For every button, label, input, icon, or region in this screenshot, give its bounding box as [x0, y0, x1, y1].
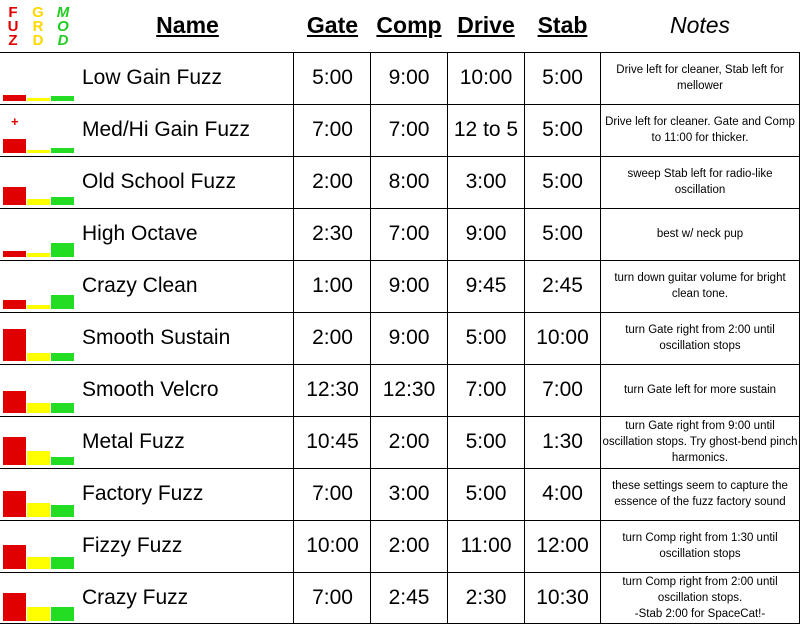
gate-setting: 2:30 — [312, 222, 353, 245]
comp-setting: 9:00 — [388, 326, 430, 349]
legend-letter: G — [32, 4, 44, 21]
meter-bar-mod — [51, 557, 74, 569]
meter-bar-fuz — [3, 391, 26, 413]
drive-setting: 3:00 — [465, 170, 507, 193]
meter-bar-grd — [27, 150, 50, 153]
meter-bar-grd — [27, 403, 50, 413]
preset-notes: turn Gate right from 2:00 until oscillation stops — [625, 324, 775, 352]
gate-setting: 10:45 — [306, 430, 359, 453]
comp-setting: 2:00 — [388, 430, 430, 453]
preset-name: Crazy Fuzz — [82, 586, 189, 609]
table-row — [0, 364, 800, 416]
drive-setting: 5:00 — [465, 430, 507, 453]
stab-setting: 7:00 — [542, 378, 583, 401]
meter-bar-mod — [51, 148, 74, 153]
legend-letter: O — [57, 18, 69, 35]
meter-bar-grd — [27, 305, 50, 309]
preset-name: Smooth Velcro — [82, 378, 219, 401]
stab-setting: 5:00 — [542, 170, 583, 193]
fuz-grd-mod-meter — [3, 156, 75, 208]
preset-name: Fizzy Fuzz — [82, 534, 183, 557]
table-row — [0, 416, 800, 468]
table-row — [0, 520, 800, 572]
meter-bar-mod — [51, 353, 74, 361]
meter-bar-grd — [27, 557, 50, 569]
preset-notes: Drive left for cleaner. Gate and Comp to 11:00 for thicker. — [605, 116, 795, 144]
table-row — [0, 52, 800, 104]
meter-bar-fuz — [3, 187, 26, 205]
stab-setting: 5:00 — [542, 222, 583, 245]
stab-setting: 4:00 — [542, 482, 583, 505]
stab-setting: 1:30 — [542, 430, 583, 453]
drive-setting: 5:00 — [465, 482, 507, 505]
fuz-grd-mod-meter — [3, 104, 75, 156]
preset-notes: turn down guitar volume for bright clean tone. — [614, 272, 786, 300]
comp-setting: 3:00 — [388, 482, 430, 505]
meter-bar-fuz — [3, 95, 26, 101]
gate-setting: 12:30 — [306, 378, 359, 401]
meter-bar-mod — [51, 403, 74, 413]
table-row — [0, 208, 800, 260]
drive-setting: 9:00 — [465, 222, 507, 245]
header-comp: Comp — [376, 12, 442, 38]
drive-setting: 12 to 5 — [453, 118, 519, 141]
drive-setting: 10:00 — [459, 66, 513, 89]
comp-setting: 9:00 — [388, 66, 430, 89]
comp-setting: 7:00 — [388, 118, 430, 141]
meter-bar-fuz — [3, 491, 26, 517]
comp-setting: 7:00 — [388, 222, 430, 245]
preset-notes: sweep Stab left for radio-like oscillation — [627, 168, 773, 196]
meter-bar-grd — [27, 98, 50, 101]
meter-bar-fuz — [3, 251, 26, 257]
comp-setting: 12:30 — [382, 378, 436, 401]
meter-bar-grd — [27, 253, 50, 257]
preset-name: High Octave — [82, 222, 198, 245]
meter-bar-grd — [27, 503, 50, 517]
comp-setting: 2:00 — [388, 534, 430, 557]
meter-bar-mod — [51, 607, 74, 621]
legend-fuz — [2, 6, 24, 48]
drive-setting: 2:30 — [465, 586, 507, 609]
preset-name: Metal Fuzz — [82, 430, 185, 453]
drive-setting: 9:45 — [465, 274, 507, 297]
meter-bar-mod — [51, 295, 74, 309]
table-row — [0, 156, 800, 208]
legend-grd — [27, 6, 49, 48]
fuz-grd-mod-meter — [3, 52, 75, 104]
gate-setting: 5:00 — [312, 66, 353, 89]
preset-notes: turn Comp right from 1:30 until oscillation stops — [622, 532, 778, 560]
gate-setting: 1:00 — [312, 274, 353, 297]
fuz-grd-mod-meter — [3, 416, 75, 468]
preset-notes: best w/ neck pup — [656, 228, 744, 240]
gate-setting: 7:00 — [312, 482, 353, 505]
preset-notes: turn Comp right from 2:00 until oscillation stops. -Stab 2:00 for SpaceCat!- — [622, 576, 778, 620]
meter-bar-grd — [27, 607, 50, 621]
meter-bar-fuz — [3, 300, 26, 309]
stab-setting: 2:45 — [542, 274, 583, 297]
header-stab: Stab — [537, 12, 588, 38]
stab-setting: 5:00 — [542, 118, 583, 141]
table-row — [0, 468, 800, 520]
plus-marker: + — [11, 114, 19, 129]
stab-setting: 10:30 — [536, 586, 589, 609]
drive-setting: 7:00 — [465, 378, 507, 401]
drive-setting: 5:00 — [465, 326, 507, 349]
legend-letter: D — [57, 32, 69, 49]
meter-bar-fuz — [3, 139, 26, 153]
meter-bar-grd — [27, 451, 50, 465]
stab-setting: 12:00 — [536, 534, 589, 557]
comp-setting: 2:45 — [388, 586, 430, 609]
preset-notes: turn Gate right from 9:00 until oscillation stops. Try ghost-bend pinch harmonics. — [602, 420, 798, 464]
fuz-grd-mod-meter — [3, 572, 75, 624]
gate-setting: 2:00 — [312, 326, 353, 349]
gate-setting: 7:00 — [312, 586, 353, 609]
fuz-grd-mod-meter — [3, 260, 75, 312]
meter-bar-fuz — [3, 593, 26, 621]
legend-letter: R — [32, 18, 44, 35]
fuz-grd-mod-meter — [3, 468, 75, 520]
stab-setting: 5:00 — [542, 66, 583, 89]
fuz-grd-mod-meter — [3, 208, 75, 260]
preset-name: Old School Fuzz — [82, 170, 237, 193]
meter-bar-mod — [51, 243, 74, 257]
header-gate: Gate — [306, 12, 359, 38]
preset-notes: Drive left for cleaner, Stab left for mellower — [616, 64, 784, 92]
header-drive: Drive — [457, 12, 515, 38]
fuz-grd-mod-meter — [3, 312, 75, 364]
legend-letter: M — [56, 4, 70, 21]
gate-setting: 10:00 — [306, 534, 359, 557]
fuz-grd-mod-meter — [3, 364, 75, 416]
preset-name: Factory Fuzz — [82, 482, 204, 505]
meter-bar-mod — [51, 505, 74, 517]
meter-bar-fuz — [3, 437, 26, 465]
legend-letter: F — [8, 4, 18, 21]
fuz-grd-mod-meter — [3, 520, 75, 572]
meter-bar-mod — [51, 197, 74, 205]
comp-setting: 8:00 — [388, 170, 430, 193]
comp-setting: 9:00 — [388, 274, 430, 297]
table-row — [0, 312, 800, 364]
stab-setting: 10:00 — [536, 326, 589, 349]
meter-bar-fuz — [3, 329, 26, 361]
legend-letter: D — [32, 32, 44, 49]
table-row — [0, 260, 800, 312]
preset-name: Crazy Clean — [82, 274, 198, 297]
table-header — [0, 0, 800, 52]
preset-name: Low Gain Fuzz — [82, 66, 223, 89]
preset-name: Smooth Sustain — [82, 326, 231, 349]
table-row — [0, 104, 800, 156]
meter-bar-mod — [51, 96, 74, 101]
legend-letter: Z — [8, 32, 18, 49]
meter-bar-grd — [27, 353, 50, 361]
preset-notes: these settings seem to capture the essence of the fuzz factory sound — [612, 480, 788, 508]
preset-notes: turn Gate left for more sustain — [623, 384, 777, 396]
legend-mod — [52, 6, 74, 48]
preset-name: Med/Hi Gain Fuzz — [82, 118, 251, 141]
legend-letter: U — [7, 18, 19, 35]
header-notes: Notes — [669, 12, 731, 38]
gate-setting: 7:00 — [312, 118, 353, 141]
gate-setting: 2:00 — [312, 170, 353, 193]
drive-setting: 11:00 — [460, 534, 512, 557]
meter-bar-grd — [27, 199, 50, 205]
header-name: Name — [156, 12, 219, 38]
meter-bar-fuz — [3, 545, 26, 569]
meter-bar-mod — [51, 457, 74, 465]
table-row — [0, 572, 800, 624]
